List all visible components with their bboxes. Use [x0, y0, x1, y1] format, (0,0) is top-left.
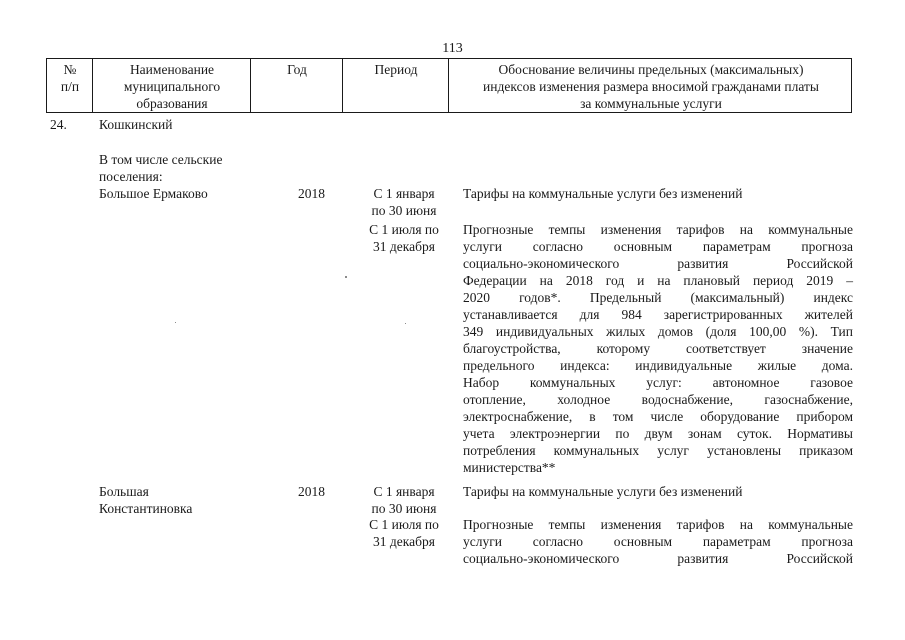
- period-line: С 1 июля по: [369, 517, 439, 532]
- settlement-name-line: Большая: [99, 484, 149, 499]
- subheading-line: В том числе сельские: [99, 152, 223, 167]
- header-basis-line: Обоснование величины предельных (максимальных): [498, 62, 804, 77]
- basis-line: предельного индекса: индивидуальные жилые дома.: [463, 358, 853, 373]
- basis-line: социально-экономического развития Российской: [463, 551, 853, 566]
- basis-line: 2020 годов*. Предельный (максимальный) индекс: [463, 290, 853, 305]
- basis-line: услуги согласно основным параметрам прогноза: [463, 239, 853, 254]
- period-line: 31 декабря: [373, 239, 435, 254]
- header-basis-line: индексов изменения размера вносимой гражданами платы: [483, 79, 819, 94]
- header-basis-line: за коммунальные услуги: [580, 96, 722, 111]
- district-name: Кошкинский: [99, 117, 173, 132]
- period-line: С 1 января: [373, 484, 435, 499]
- basis-line: устанавливается для 984 зарегистрированных жителей: [463, 307, 853, 322]
- basis-line: министерства**: [463, 460, 556, 475]
- period-line: по 30 июня: [371, 501, 437, 516]
- settlement-year: 2018: [298, 484, 325, 499]
- basis-line: благоустройства, которому соответствует значение: [463, 341, 853, 356]
- basis-line: отопление, холодное водоснабжение, газоснабжение,: [463, 392, 853, 407]
- settlement-name-line: Константиновка: [99, 501, 193, 516]
- header-number: [47, 59, 93, 112]
- settlement-name: [99, 483, 249, 517]
- header-municipality: [93, 59, 251, 112]
- basis-line: Федерации на 2018 год и на плановый период 2019 –: [463, 273, 853, 288]
- settlement-basis-first: Тарифы на коммунальные услуги без изменений: [463, 484, 743, 499]
- header-basis: [449, 59, 853, 112]
- basis-line: Прогнозные темпы изменения тарифов на коммунальные: [463, 517, 853, 532]
- subheading: [99, 151, 259, 185]
- basis-line: электроснабжение, в том числе оборудование прибором: [463, 409, 853, 424]
- basis-line: социально-экономического развития Российской: [463, 256, 853, 271]
- basis-line: услуги согласно основным параметрам прогноза: [463, 534, 853, 549]
- settlement-period-first: [356, 483, 452, 517]
- settlement-name: Большое Ермаково: [99, 186, 208, 201]
- page-number: 113: [442, 41, 463, 56]
- header-period: Период: [374, 62, 418, 77]
- header-municipality-line: Наименование: [129, 62, 215, 77]
- settlement-basis-second: [463, 516, 853, 567]
- settlement-basis-first: Тарифы на коммунальные услуги без изменений: [463, 186, 743, 201]
- settlement-year: 2018: [298, 186, 325, 201]
- basis-line: учета электроэнергии по двум зонам суток. Нормативы: [463, 426, 853, 441]
- settlement-period-second: [356, 516, 452, 550]
- subheading-line: поселения:: [99, 169, 163, 184]
- entry-number: 24.: [50, 117, 67, 132]
- table-header: [46, 58, 852, 113]
- basis-line: 349 индивидуальных жилых домов (доля 100,00 %). Тип: [463, 324, 853, 339]
- period-line: С 1 января: [373, 186, 435, 201]
- header-municipality-line: муниципального: [123, 79, 221, 94]
- header-municipality-line: образования: [136, 96, 208, 111]
- header-number-line: п/п: [60, 79, 80, 94]
- basis-line: потребления коммунальных услуг установлены приказом: [463, 443, 853, 458]
- header-year: Год: [287, 62, 307, 77]
- settlement-period-second: [356, 221, 452, 255]
- period-line: по 30 июня: [371, 203, 437, 218]
- settlement-period-first: [356, 185, 452, 219]
- basis-line: Прогнозные темпы изменения тарифов на коммунальные: [463, 222, 853, 237]
- period-line: 31 декабря: [373, 534, 435, 549]
- settlement-basis-second: [463, 221, 853, 476]
- period-line: С 1 июля по: [369, 222, 439, 237]
- basis-line: Набор коммунальных услуг: автономное газовое: [463, 375, 853, 390]
- header-number-line: №: [63, 62, 77, 77]
